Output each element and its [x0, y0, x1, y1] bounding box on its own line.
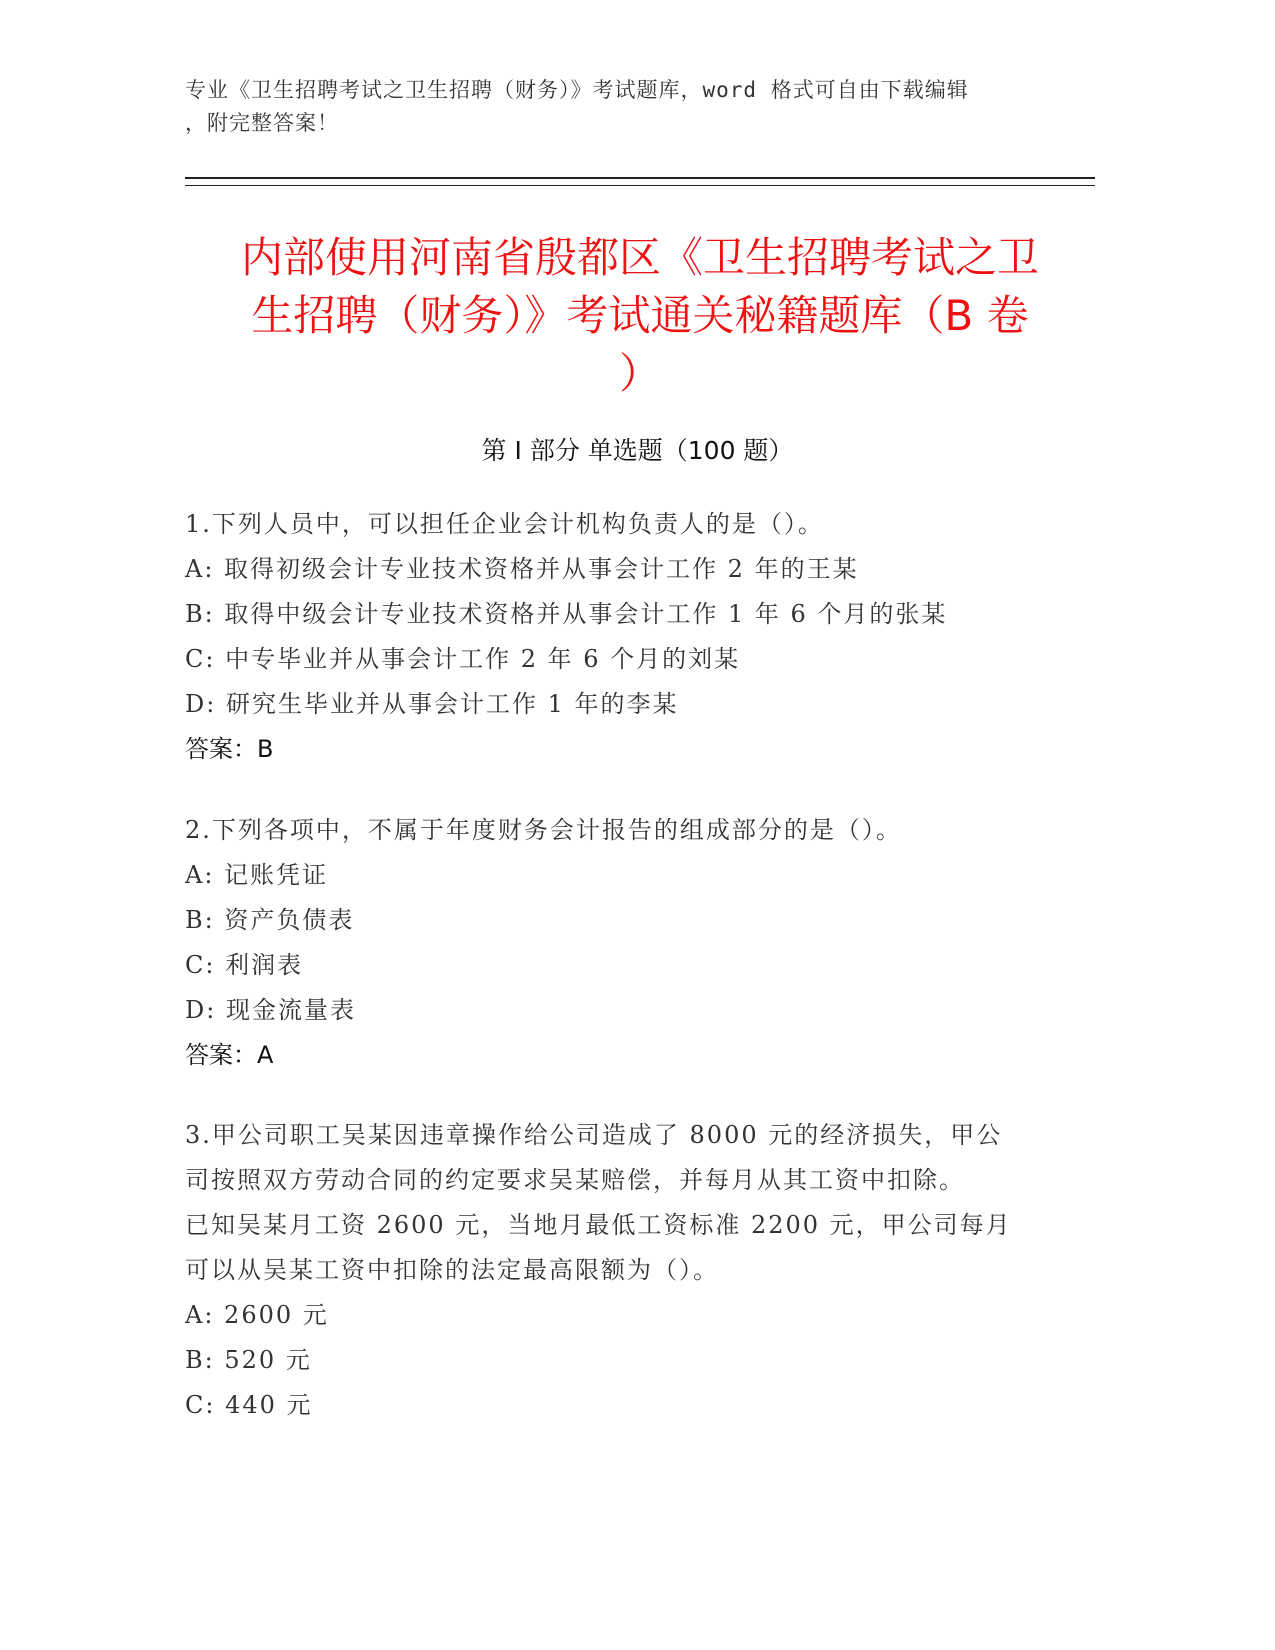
option-c: C: 中专毕业并从事会计工作 2 年 6 个月的刘某	[185, 645, 741, 673]
option-a: A: 取得初级会计专业技术资格并从事会计工作 2 年的王某	[185, 555, 859, 583]
option-a: A: 2600 元	[185, 1301, 329, 1329]
option-d: D: 研究生毕业并从事会计工作 1 年的李某	[185, 690, 679, 718]
question-stem-line: 已知吴某月工资 2600 元，当地月最低工资标准 2200 元，甲公司每月	[185, 1211, 1012, 1239]
answer: 答案：A	[185, 1041, 274, 1069]
option-b: B: 520 元	[185, 1346, 312, 1374]
header-divider-thick	[185, 177, 1095, 179]
option-d: D: 现金流量表	[185, 996, 356, 1024]
title-line: ）	[618, 349, 661, 398]
document-title	[190, 229, 1090, 403]
header-note-line: 专业《卫生招聘考试之卫生招聘（财务）》考试题库，word 格式可自由下载编辑	[185, 78, 969, 102]
question-2	[185, 808, 1065, 1078]
option-b: B: 资产负债表	[185, 906, 355, 934]
question-3	[185, 1113, 1065, 1428]
option-a: A: 记账凭证	[185, 861, 329, 889]
section-heading: 第 I 部分 单选题（100 题）	[481, 436, 794, 465]
option-b: B: 取得中级会计专业技术资格并从事会计工作 1 年 6 个月的张某	[185, 600, 948, 628]
question-1	[185, 502, 1065, 772]
header-note	[185, 74, 1065, 140]
question-stem-line: 可以从吴某工资中扣除的法定最高限额为（）。	[185, 1256, 719, 1284]
option-c: C: 440 元	[185, 1391, 313, 1419]
header-note-line: ，附完整答案！	[185, 111, 339, 135]
title-line: 生招聘（财务）》考试通关秘籍题库（B 卷	[251, 291, 1029, 340]
title-line: 内部使用河南省殷都区《卫生招聘考试之卫	[240, 233, 1039, 282]
question-stem: 1.下列人员中，可以担任企业会计机构负责人的是（）。	[185, 510, 824, 538]
answer: 答案：B	[185, 735, 274, 763]
header-divider-thin	[185, 185, 1095, 186]
question-stem: 2.下列各项中，不属于年度财务会计报告的组成部分的是（）。	[185, 816, 902, 844]
question-stem-line: 3.甲公司职工吴某因违章操作给公司造成了 8000 元的经济损失，甲公	[185, 1121, 1003, 1149]
option-c: C: 利润表	[185, 951, 304, 979]
question-stem-line: 司按照双方劳动合同的约定要求吴某赔偿，并每月从其工资中扣除。	[185, 1166, 965, 1194]
